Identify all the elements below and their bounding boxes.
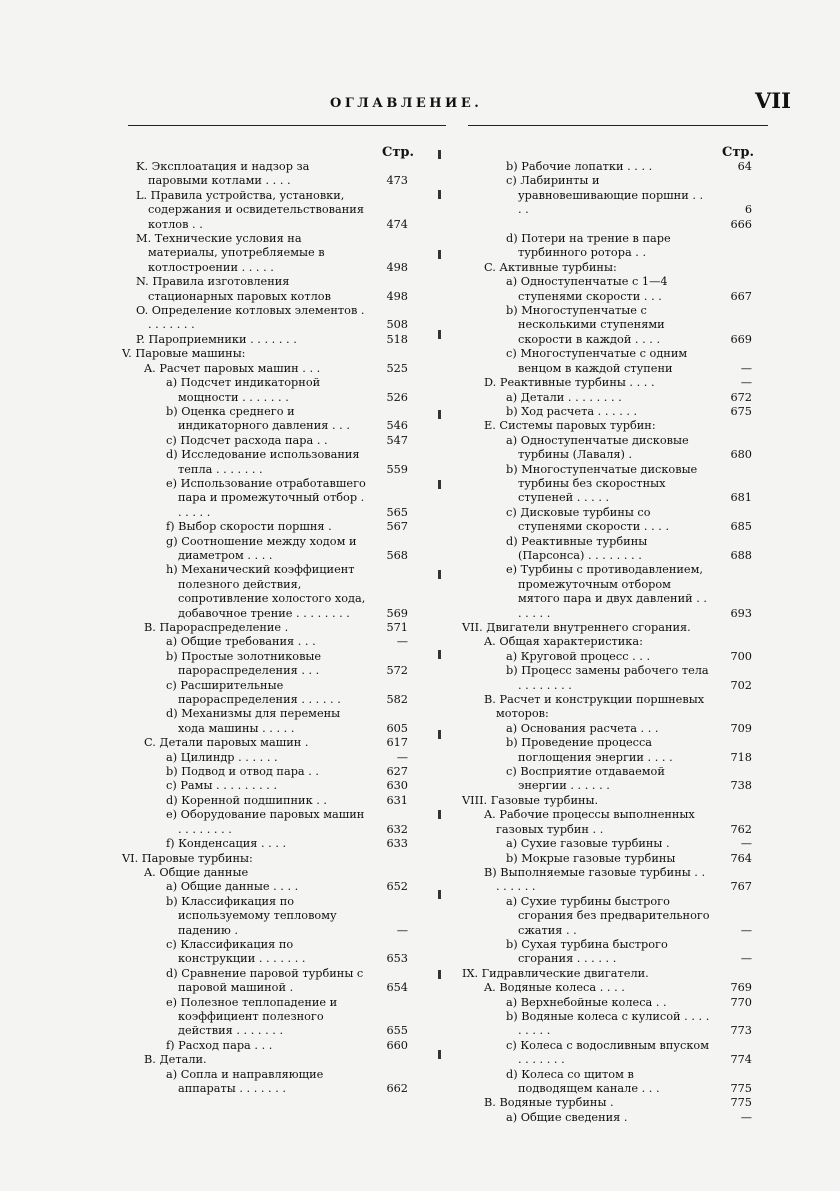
toc-entry-title: a) Одноступенчатые дисковые турбины (Лаваля) . [506, 433, 689, 462]
toc-entry [122, 808, 412, 837]
toc-entry-title: a) Верхнебойные колеса . . [506, 995, 667, 1009]
toc-entry-page: 518 [386, 332, 408, 346]
toc-entry-page: 473 [386, 174, 408, 188]
toc-entry-page: 718 [730, 750, 752, 764]
toc-entry-page: 652 [386, 880, 408, 894]
toc-entry [122, 837, 412, 851]
toc-entry [462, 981, 756, 995]
toc-entry-page: 605 [386, 721, 408, 735]
toc-entry-page: — [740, 376, 752, 390]
toc-entry-title: e) Турбины с противодавлением, промежуточным отбором мятого пара и двух давлений . . . . . . . [506, 563, 708, 620]
toc-entry-title: O. Определение котловых элементов . . . . . . . . [136, 304, 365, 332]
toc-entry [122, 621, 412, 635]
toc-entry-page: 667 [730, 289, 752, 303]
toc-entry [122, 1053, 412, 1067]
toc-entry [122, 707, 412, 736]
toc-entry-title: g) Соотношение между ходом и диаметром . . . . [166, 534, 357, 562]
toc-entry-page: 769 [730, 981, 752, 995]
toc-entry [462, 347, 756, 376]
toc-entry-page: — [740, 952, 752, 966]
toc-entry [122, 535, 412, 564]
toc-entry [462, 837, 756, 851]
toc-entry-title: f) Конденсация . . . . [166, 837, 287, 851]
toc-entry-title: d) Потери на трение в паре турбинного ротора . . [506, 232, 671, 260]
toc-entry-title: d) Механизмы для перемены хода машины . . . . . [166, 707, 341, 735]
toc-entry-page: 685 [730, 520, 752, 534]
toc-entry [462, 391, 756, 405]
toc-entry-title: c) Восприятие отдаваемой энергии . . . . . . [506, 765, 665, 793]
toc-entry-page: 655 [386, 1024, 408, 1038]
toc-entry-title: c) Рамы . . . . . . . . . [166, 779, 278, 793]
toc-entry-page: 770 [730, 995, 752, 1009]
toc-entry-title: b) Водяные колеса с кулисой . . . . . . . . . [506, 1009, 710, 1038]
toc-entry [462, 650, 756, 664]
toc-entry-page: 565 [386, 505, 408, 519]
toc-entry [462, 722, 756, 736]
toc-entry [462, 506, 756, 535]
toc-entry-page: 762 [730, 822, 752, 836]
toc-entry [122, 779, 412, 793]
toc-entry [122, 333, 412, 347]
toc-entry-title: d) Исследование использования тепла . . . . . . . [166, 448, 360, 476]
toc-entry-title: b) Сухая турбина быстрого сгорания . . . . . . [506, 937, 668, 966]
toc-entry [122, 304, 412, 333]
toc-entry-title: a) Круговой процесс . . . [506, 649, 651, 663]
toc-entry-title: V. Паровые машины: [122, 347, 246, 361]
toc-entry-page: 632 [386, 822, 408, 836]
toc-entry-title: d) Реактивные турбины (Парсонса) . . . . . . . . [506, 534, 648, 562]
toc-entry-title: d) Сравнение паровой турбины с паровой машиной . [166, 966, 364, 995]
toc-entry [122, 996, 412, 1039]
toc-entry [462, 938, 756, 967]
toc-entry [122, 520, 412, 534]
toc-entry [462, 1096, 756, 1110]
toc-entry-page: 767 [730, 880, 752, 894]
toc-left-column [122, 160, 412, 1096]
toc-entry-page: 627 [386, 765, 408, 779]
toc-entry-page: — [396, 635, 408, 649]
toc-entry-page: 681 [730, 491, 752, 505]
toc-entry-title: b) Многоступенчатые с несколькими ступенями скорости в каждой . . . . [506, 304, 665, 346]
toc-entry-title: d) Колеса со щитом в подводящем канале . . . [506, 1067, 660, 1095]
toc-entry-title: B. Парораспределение . [144, 621, 289, 634]
toc-entry [122, 736, 412, 750]
toc-entry [122, 650, 412, 679]
toc-entry-page: 64 [737, 160, 752, 173]
toc-entry-page: — [396, 750, 408, 764]
toc-entry-title: c) Подсчет расхода пара . . [166, 433, 328, 447]
toc-entry-title: b) Ход расчета . . . . . . [506, 404, 638, 418]
toc-entry [462, 967, 756, 981]
toc-entry [462, 1068, 756, 1097]
toc-entry-page: 6 [744, 203, 752, 217]
toc-entry-title: b) Процесс замены рабочего тела . . . . . . . . [506, 664, 709, 692]
toc-entry-title: b) Простые золотниковые парораспределения . . . [166, 649, 322, 678]
toc-entry-page: 693 [730, 606, 752, 620]
toc-entry-title: VI. Паровые турбины: [122, 851, 253, 865]
toc-entry [462, 621, 756, 635]
toc-entry-page: 688 [730, 548, 752, 562]
toc-entry-title: B. Детали. [144, 1053, 207, 1067]
page-column-label-left: Стр. [382, 145, 415, 160]
toc-entry [122, 347, 412, 361]
toc-entry-title: a) Сухие турбины быстрого сгорания без предварительного сжатия . . [506, 894, 710, 937]
toc-entry [462, 535, 756, 564]
toc-entry-title: e) Полезное теплопадение и коэффициент полезного действия . . . . . . . [166, 995, 338, 1038]
toc-entry [462, 304, 756, 347]
toc-entry [462, 1010, 756, 1039]
toc-entry [462, 405, 756, 419]
toc-entry [462, 218, 756, 232]
toc-entry-title: a) Общие требования . . . [166, 635, 316, 649]
toc-entry [462, 275, 756, 304]
toc-entry [122, 895, 412, 938]
toc-entry-title: A. Водяные колеса . . . . [484, 981, 625, 995]
toc-entry [122, 275, 412, 304]
running-header-title: ОГЛАВЛЕНИЕ. [330, 96, 483, 111]
toc-entry-page: 709 [730, 721, 752, 735]
toc-entry-title: b) Классификация по используемому тепловому падению . [166, 894, 337, 937]
toc-entry-page: 526 [386, 390, 408, 404]
toc-entry-page: 774 [730, 1053, 752, 1067]
toc-entry-page: 617 [386, 736, 408, 750]
toc-entry-title: c) Многоступенчатые с одним венцом в каждой ступени [506, 347, 688, 375]
page-column-label-right: Стр. [722, 145, 755, 160]
toc-entry [462, 232, 756, 261]
toc-entry-title: e) Оборудование паровых машин . . . . . . . . [166, 808, 365, 836]
toc-entry-title: L. Правила устройства, установки, содержания и освидетельствования котлов . . [136, 188, 364, 231]
toc-entry-title: a) Основания расчета . . . [506, 721, 659, 735]
toc-entry [122, 477, 412, 520]
toc-entry-title: a) Сухие газовые турбины . [506, 837, 670, 851]
toc-entry-page: 498 [386, 260, 408, 274]
header-rule-left [128, 125, 446, 126]
toc-entry-title: A. Общая характеристика: [484, 635, 643, 649]
toc-entry-page: 669 [730, 332, 752, 346]
toc-entry-title: b) Подвод и отвод пара . . [166, 765, 320, 779]
toc-entry [122, 635, 412, 649]
toc-entry [122, 938, 412, 967]
toc-entry-title: D. Реактивные турбины . . . . [484, 376, 655, 390]
toc-entry-page: 631 [386, 793, 408, 807]
toc-entry [462, 1111, 756, 1125]
toc-entry-title: C. Детали паровых машин . [144, 736, 309, 750]
toc-entry [462, 765, 756, 794]
toc-right-column [462, 160, 756, 1125]
toc-entry-title: B) Выполняемые газовые турбины . . . . . . . . [484, 865, 706, 894]
toc-entry-page: 653 [386, 952, 408, 966]
toc-entry-page: — [740, 923, 752, 937]
toc-entry [122, 232, 412, 275]
toc-entry [462, 693, 756, 722]
toc-entry-page: 764 [730, 851, 752, 865]
toc-entry-page: — [740, 837, 752, 851]
toc-entry-title: C. Активные турбины: [484, 260, 617, 274]
toc-entry-title: a) Детали . . . . . . . . [506, 390, 622, 404]
toc-entry-title: a) Цилиндр . . . . . . [166, 750, 278, 764]
toc-entry-page: 474 [386, 217, 408, 231]
toc-entry-title: b) Рабочие лопатки . . . . [506, 160, 653, 173]
toc-entry [122, 880, 412, 894]
toc-entry [462, 794, 756, 808]
toc-entry-page: 582 [386, 693, 408, 707]
toc-entry [122, 448, 412, 477]
toc-entry-title: a) Одноступенчатые с 1—4 ступенями скорости . . . [506, 275, 668, 303]
toc-entry-title: B. Расчет и конструкции поршневых моторов: [484, 693, 705, 721]
toc-entry [122, 362, 412, 376]
toc-entry [462, 160, 756, 174]
toc-entry [122, 794, 412, 808]
toc-entry-title: b) Проведение процесса поглощения энергии . . . . [506, 736, 673, 764]
toc-entry-title: f) Расход пара . . . [166, 1038, 273, 1052]
toc-entry-page: 568 [386, 548, 408, 562]
toc-entry-title: M. Технические условия на материалы, употребляемые в котлостроении . . . . . [136, 232, 325, 274]
toc-entry-title: c) Расширительные парораспределения . . . . . . [166, 678, 341, 707]
toc-entry-title: c) Колеса с водосливным впуском . . . . . . . [506, 1038, 710, 1067]
toc-entry-page: 525 [386, 361, 408, 375]
toc-entry-page: 630 [386, 779, 408, 793]
toc-entry [462, 852, 756, 866]
toc-entry-title: a) Общие сведения . [506, 1110, 628, 1124]
toc-entry [122, 751, 412, 765]
toc-entry [462, 808, 756, 837]
toc-entry-title: b) Оценка среднего и индикаторного давления . . . [166, 404, 350, 433]
toc-entry-page: 660 [386, 1038, 408, 1052]
page-number: VII [755, 88, 791, 113]
toc-entry [122, 405, 412, 434]
toc-entry [462, 996, 756, 1010]
toc-entry [122, 765, 412, 779]
toc-entry [462, 866, 756, 895]
toc-entry-title: h) Механический коэффициент полезного действия, сопротивление холостого хода, добавочное трение . . . . . . . . [166, 563, 366, 620]
toc-entry-title: VIII. Газовые турбины. [462, 793, 599, 807]
toc-entry-page: — [740, 1110, 752, 1124]
toc-entry [122, 376, 412, 405]
toc-entry [122, 679, 412, 708]
toc-entry-title: f) Выбор скорости поршня . [166, 520, 332, 534]
toc-entry [462, 434, 756, 463]
toc-entry-page: 680 [730, 448, 752, 462]
toc-entry [122, 563, 412, 621]
toc-entry-page: 567 [386, 520, 408, 534]
toc-entry-title: e) Использование отработавшего пара и промежуточный отбор . . . . . . [166, 476, 366, 519]
toc-entry-page: 547 [386, 433, 408, 447]
toc-entry [122, 967, 412, 996]
toc-entry-title: B. Водяные турбины . [484, 1096, 614, 1110]
toc-entry [462, 664, 756, 693]
toc-entry-title: a) Общие данные . . . . [166, 880, 299, 894]
toc-entry-page: 775 [730, 1096, 752, 1110]
toc-entry-page: 654 [386, 981, 408, 995]
toc-entry-page: 702 [730, 678, 752, 692]
toc-entry-title: E. Системы паровых турбин: [484, 419, 656, 433]
toc-entry [462, 736, 756, 765]
toc-entry-title: A. Рабочие процессы выполненных газовых турбин . . [484, 808, 695, 836]
toc-entry-title: b) Многоступенчатые дисковые турбины без скоростных ступеней . . . . . [506, 462, 698, 505]
toc-entry-title: c) Классификация по конструкции . . . . . . . [166, 937, 306, 966]
toc-entry [122, 189, 412, 232]
toc-entry [462, 463, 756, 506]
toc-entry-page: 571 [386, 621, 408, 634]
toc-entry-page: 700 [730, 649, 752, 663]
toc-entry-title: d) Коренной подшипник . . [166, 793, 328, 807]
toc-entry [462, 1039, 756, 1068]
toc-entry [462, 261, 756, 275]
toc-entry-page: 662 [386, 1082, 408, 1095]
toc-entry-page: — [740, 361, 752, 375]
toc-entry-page: 572 [386, 664, 408, 678]
toc-entry-title: IX. Гидравлические двигатели. [462, 966, 649, 980]
toc-entry-title: a) Подсчет индикаторной мощности . . . . . . . [166, 376, 321, 404]
header-rule-right [468, 125, 768, 126]
toc-entry-page: 666 [730, 217, 752, 231]
toc-entry-page: 633 [386, 837, 408, 851]
toc-entry-page: 498 [386, 289, 408, 303]
toc-entry-page: 773 [730, 1024, 752, 1038]
toc-entry [122, 160, 412, 189]
toc-entry-title: P. Пароприемники . . . . . . . [136, 332, 297, 346]
toc-entry [122, 1068, 412, 1097]
toc-entry-page: — [396, 923, 408, 937]
toc-entry [122, 1039, 412, 1053]
toc-entry [462, 635, 756, 649]
toc-entry [122, 434, 412, 448]
toc-entry-title: c) Дисковые турбины со ступенями скорости . . . . [506, 505, 670, 534]
toc-entry [462, 419, 756, 433]
toc-entry [122, 866, 412, 880]
toc-entry [462, 563, 756, 621]
toc-entry [462, 895, 756, 938]
toc-entry-page: 559 [386, 462, 408, 476]
toc-entry-title [462, 218, 756, 232]
toc-entry-page: 738 [730, 779, 752, 793]
toc-entry-page: 675 [730, 404, 752, 418]
toc-entry-page: 508 [386, 318, 408, 332]
toc-entry [462, 376, 756, 390]
toc-entry-page: 672 [730, 390, 752, 404]
toc-entry-title: b) Мокрые газовые турбины [506, 851, 676, 865]
toc-entry-page: 569 [386, 606, 408, 620]
toc-entry-page: 546 [386, 419, 408, 433]
toc-entry-title: c) Лабиринты и уравновешивающие поршни . . . . [506, 174, 704, 217]
toc-entry-title: A. Расчет паровых машин . . . [144, 361, 321, 375]
toc-entry [122, 852, 412, 866]
toc-entry-title: VII. Двигатели внутреннего сгорания. [462, 621, 691, 634]
toc-entry-title: a) Сопла и направляющие аппараты . . . . . . . [166, 1067, 324, 1095]
toc-entry [462, 174, 756, 217]
toc-entry-title: A. Общие данные [144, 865, 249, 879]
toc-entry-title: N. Правила изготовления стационарных паровых котлов [136, 275, 331, 303]
toc-entry-title: K. Эксплоатация и надзор за паровыми котлами . . . . [136, 160, 310, 188]
toc-entry-page: 775 [730, 1082, 752, 1095]
